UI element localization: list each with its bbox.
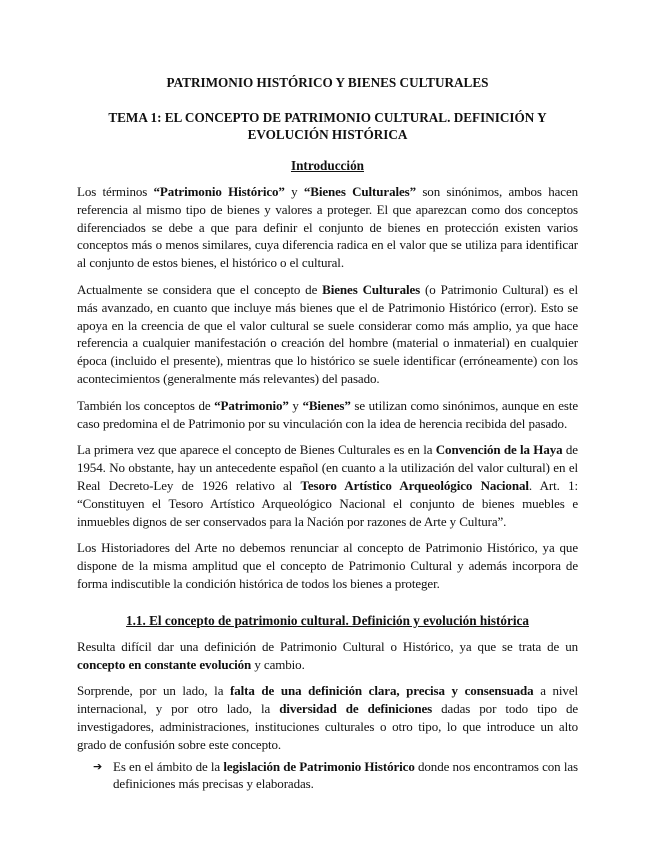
bold-term: diversidad de definiciones [279, 701, 433, 717]
bold-term: Convención de la Haya [435, 442, 563, 458]
text-run: y cambio. [251, 656, 305, 672]
text-run: Actualmente se considera que el concepto de [77, 281, 323, 297]
document-title: PATRIMONIO HISTÓRICO Y BIENES CULTURALES [166, 75, 489, 90]
text-run: a nivel internacional, y por otro lado, la [77, 683, 578, 717]
spacer [77, 602, 578, 612]
text-run: de 1954. No obstante, hay un antecedente español (en cuanto a la utilización del valor cultural) en el Real Decreto-Ley de 1926 relativo al [77, 442, 578, 493]
paragraph-5: Los Historiadores del Arte no debemos renunciar al concepto de Patrimonio Histórico, ya que dispone de la misma amplitud que el concepto de Patrimonio Cultural y además incorpora de forma indiscutible la condición histórica de todos los bienes a proteger. [77, 540, 578, 591]
text-run: Resulta difícil dar una definición de Patrimonio Cultural o Histórico, ya que se trata de un [77, 638, 578, 654]
text-run: y [288, 397, 303, 413]
bold-term: “Bienes” [302, 397, 351, 413]
text-run: dadas por todo tipo de investigadores, administraciones, instituciones culturales o otro tipo, lo que introduce un alto grado de confusión sobre este concepto. [77, 701, 579, 752]
bold-term: falta de una definición clara, precisa y consensuada [230, 683, 534, 699]
bold-term: Tesoro Artístico Arqueológico Nacional [300, 477, 529, 493]
bold-term: concepto en constante evolución [77, 656, 252, 672]
text-run: Es en el ámbito de la [113, 758, 224, 774]
intro-heading: Introducción [290, 158, 365, 173]
text-run: se utilizan como sinónimos, aunque en este caso predomina el de Patrimonio por su vinculación con la idea de herencia recibida del pasado. [77, 397, 579, 431]
paragraph-1 [77, 183, 578, 272]
text-run: son sinónimos, ambos hacen referencia al mismo tipo de bienes y valores a proteger. El que aparezcan como dos conceptos diferenciados se debe a que para definir el conjunto de bienes en protección existen varios conceptos más o menos similares, cuya diferencia radica en el valor que se utiliza para identificar al conjunto de estos bienes, el histórico o el cultural. [77, 184, 579, 271]
paragraph-3 [77, 397, 578, 433]
paragraph-2 [77, 281, 578, 388]
paragraph-4 [77, 441, 578, 530]
topic-title-line-2: EVOLUCIÓN HISTÓRICA [247, 127, 408, 142]
text-run: (o Patrimonio Cultural) es el más avanzado, en cuanto que incluye más bienes que el de Patrimonio Histórico (error). Esto se apoya en la creencia de que el valor cultural se suele considerar como más amplio, ya que hace referencia a cualquier manifestación o creación del hombre (material o inmaterial) en cualquier época (incluido el presente), mientras que lo histórico se suele identificar (erróneamente) con los acontecimientos (generalmente más relevantes) del pasado. [77, 281, 578, 386]
section-1-1-heading: 1.1. El concepto de patrimonio cultural. Definición y evolución histórica [126, 612, 529, 628]
topic-title-line-1: TEMA 1: EL CONCEPTO DE PATRIMONIO CULTURAL. DEFINICIÓN Y [108, 110, 547, 125]
bold-term: legislación de Patrimonio Histórico [223, 758, 415, 774]
arrow-right-icon: ➔ [93, 759, 103, 773]
topic-title [77, 109, 578, 143]
paragraph-6 [77, 638, 578, 674]
bold-term: “Patrimonio” [214, 397, 289, 413]
text-run: donde nos encontramos con las definiciones más precisas y elaboradas. [113, 758, 578, 792]
bold-term: “Patrimonio Histórico” [153, 184, 285, 199]
text-run: . Art. 1: “Constituyen el Tesoro Artístico Arqueológico Nacional el conjunto de bienes muebles e inmuebles dignos de ser conservados para la Nación por razones de Arte y Cultura”. [77, 477, 578, 529]
bullet-item [77, 758, 578, 794]
text-run: La primera vez que aparece el concepto de Bienes Culturales es en la [77, 442, 436, 458]
text-run: Sorprende, por un lado, la [77, 683, 231, 699]
text-run: También los conceptos de [77, 397, 215, 413]
text-run: y [284, 184, 304, 199]
text-run: Los términos [77, 184, 154, 199]
paragraph-7 [77, 682, 578, 753]
bold-term: Bienes Culturales [322, 281, 421, 297]
bold-term: “Bienes Culturales” [303, 184, 417, 199]
